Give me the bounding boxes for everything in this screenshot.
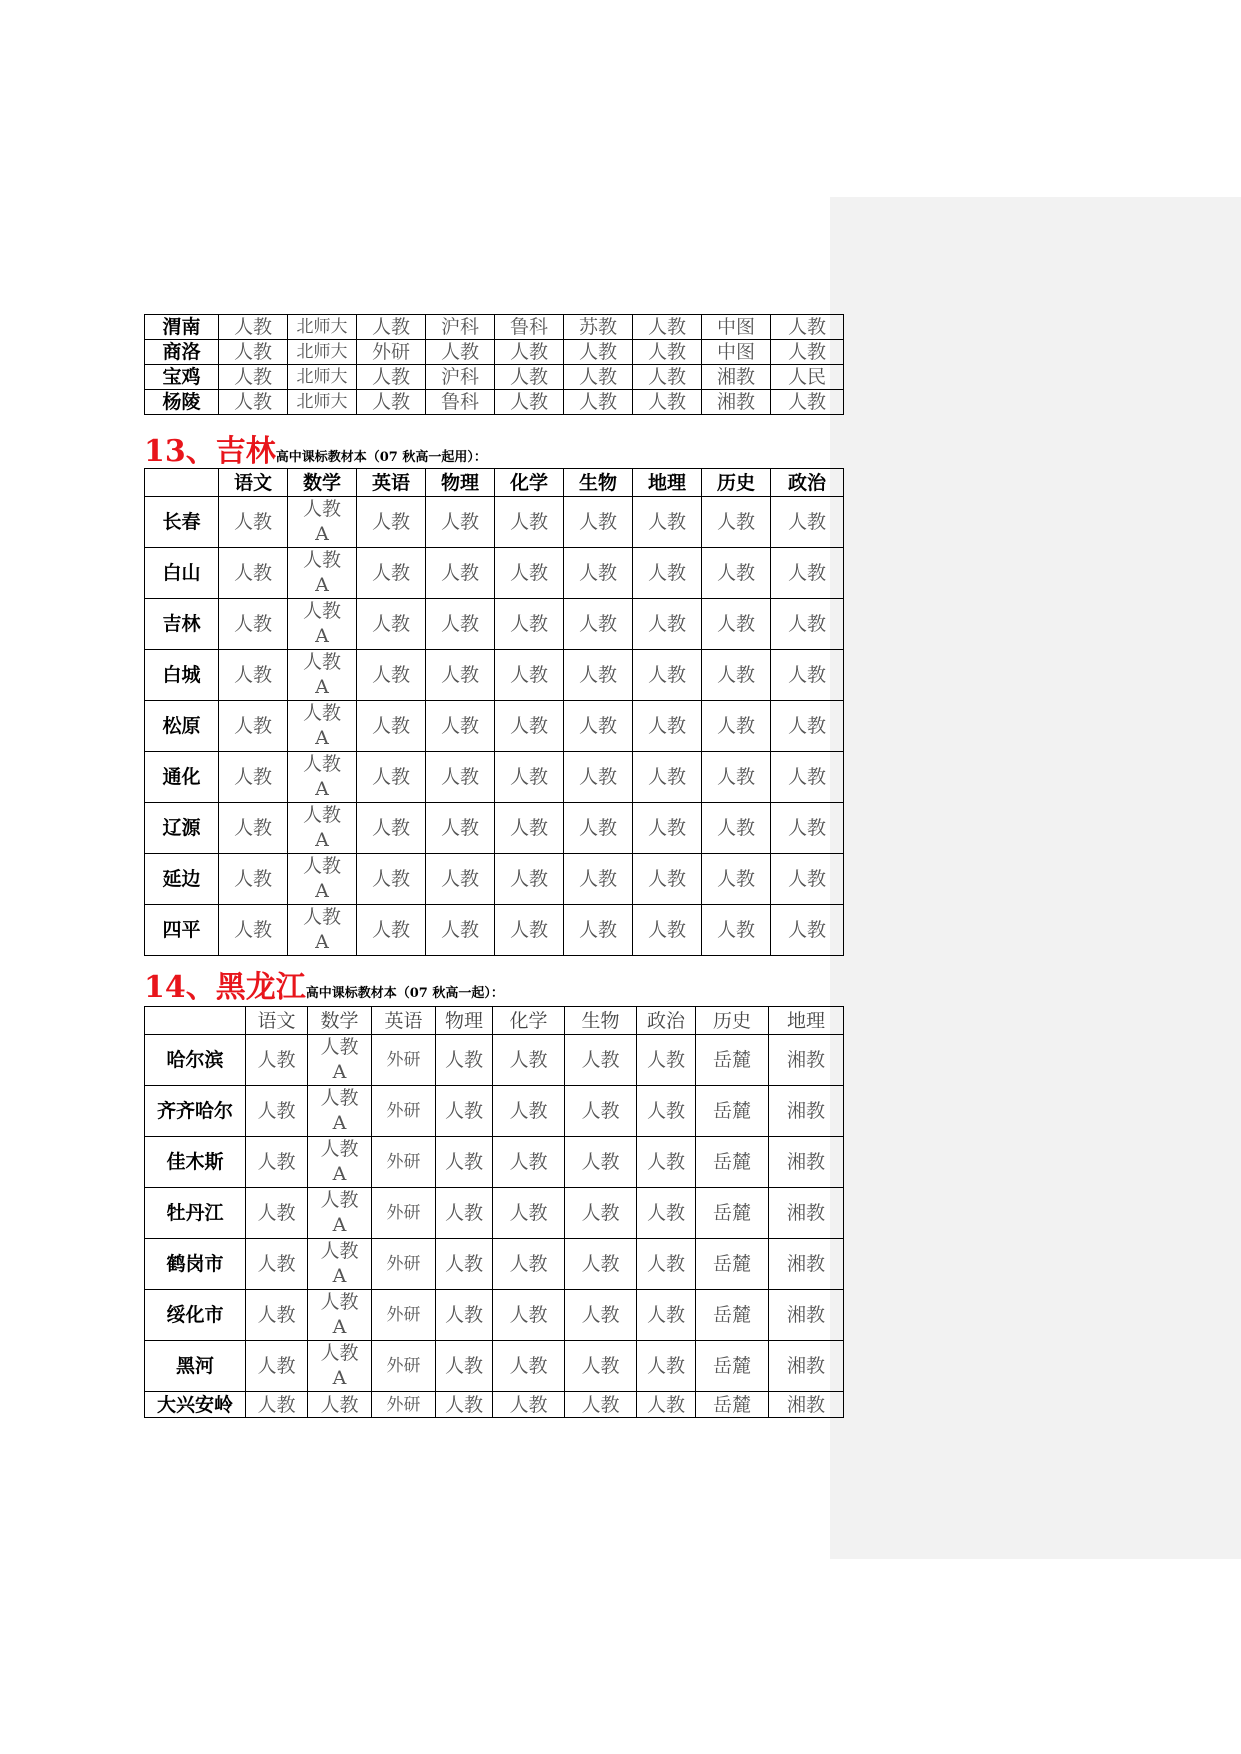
table-row xyxy=(145,1239,844,1290)
textbook-cell: 外研 xyxy=(372,1137,436,1188)
subject-header: 物理 xyxy=(436,1007,493,1035)
textbook-cell: 人教 xyxy=(702,548,771,599)
textbook-cell: 湘教 xyxy=(769,1341,844,1392)
textbook-cell: 人教 xyxy=(219,701,288,752)
textbook-cell: 人教 xyxy=(637,1137,696,1188)
textbook-cell xyxy=(308,1239,372,1290)
textbook-cell xyxy=(288,650,357,701)
city-cell: 辽源 xyxy=(145,803,219,854)
textbook-cell: 岳麓 xyxy=(696,1341,769,1392)
textbook-cell: 人教 xyxy=(357,803,426,854)
textbook-cell: 人教 xyxy=(436,1035,493,1086)
textbook-cell: 人教 xyxy=(637,1188,696,1239)
textbook-cell: 人教 xyxy=(426,905,495,956)
textbook-cell: 人教 xyxy=(702,701,771,752)
textbook-cell: 人教 xyxy=(633,548,702,599)
textbook-cell: 人教 xyxy=(426,650,495,701)
subject-header: 物理 xyxy=(426,469,495,497)
textbook-cell: 人教 xyxy=(493,1341,565,1392)
textbook-cell: 人教 xyxy=(219,315,288,340)
textbook-cell-part: A xyxy=(315,931,329,953)
textbook-cell-part: 人教 xyxy=(320,1291,359,1313)
textbook-cell: 外研 xyxy=(372,1239,436,1290)
subject-header: 地理 xyxy=(769,1007,844,1035)
textbook-cell-part: 人教 xyxy=(320,1240,359,1262)
city-cell: 松原 xyxy=(145,701,219,752)
textbook-cell: 人教 xyxy=(495,752,564,803)
city-cell: 鹤岗市 xyxy=(145,1239,246,1290)
textbook-cell: 人教 xyxy=(637,1239,696,1290)
subject-header: 语文 xyxy=(246,1007,308,1035)
textbook-cell xyxy=(288,752,357,803)
textbook-cell: 人教 xyxy=(436,1392,493,1418)
textbook-cell xyxy=(288,497,357,548)
textbook-cell: 人教 xyxy=(308,1392,372,1418)
textbook-cell-part: 人教 xyxy=(302,804,341,826)
comment-margin-panel xyxy=(830,197,1241,1559)
textbook-cell: 人教 xyxy=(565,1392,637,1418)
city-cell: 商洛 xyxy=(145,340,219,365)
textbook-cell xyxy=(288,599,357,650)
textbook-cell: 人教 xyxy=(633,599,702,650)
textbook-cell-part: A xyxy=(315,676,329,698)
textbook-cell: 人教 xyxy=(219,548,288,599)
corner-cell xyxy=(145,1007,246,1035)
textbook-cell: 人教 xyxy=(637,1392,696,1418)
subject-header: 政治 xyxy=(637,1007,696,1035)
textbook-cell: 人教 xyxy=(771,650,844,701)
textbook-cell: 岳麓 xyxy=(696,1188,769,1239)
textbook-cell: 岳麓 xyxy=(696,1137,769,1188)
textbook-cell: 人教 xyxy=(495,803,564,854)
textbook-cell-part: A xyxy=(332,1163,347,1185)
city-cell: 大兴安岭 xyxy=(145,1392,246,1418)
table-row xyxy=(145,1392,844,1418)
textbook-cell: 湘教 xyxy=(769,1086,844,1137)
textbook-cell: 人教 xyxy=(493,1035,565,1086)
textbook-cell-part: 人教 xyxy=(320,1036,359,1058)
textbook-cell: 人教 xyxy=(771,905,844,956)
textbook-cell: 人教 xyxy=(633,650,702,701)
textbook-cell: 中图 xyxy=(702,340,771,365)
textbook-cell: 湘教 xyxy=(702,390,771,415)
textbook-cell: 人教 xyxy=(357,315,426,340)
textbook-cell: 中图 xyxy=(702,315,771,340)
textbook-cell: 外研 xyxy=(372,1035,436,1086)
textbook-cell xyxy=(288,905,357,956)
table-row xyxy=(145,599,844,650)
textbook-cell: 人教 xyxy=(426,599,495,650)
textbook-cell-part: A xyxy=(332,1061,347,1083)
textbook-cell xyxy=(288,548,357,599)
textbook-cell: 人教 xyxy=(493,1392,565,1418)
textbook-cell xyxy=(288,701,357,752)
textbook-cell: 人教 xyxy=(495,701,564,752)
textbook-cell: 人教 xyxy=(565,1035,637,1086)
subject-header: 政治 xyxy=(771,469,844,497)
city-cell: 杨陵 xyxy=(145,390,219,415)
textbook-cell: 人教 xyxy=(771,599,844,650)
textbook-cell: 人教 xyxy=(495,650,564,701)
textbook-cell xyxy=(308,1086,372,1137)
city-cell: 延边 xyxy=(145,854,219,905)
section-title-heilongjiang xyxy=(144,962,504,1006)
city-cell: 牡丹江 xyxy=(145,1188,246,1239)
textbook-cell: 人教 xyxy=(219,340,288,365)
textbook-cell: 人教 xyxy=(633,701,702,752)
textbook-cell: 人教 xyxy=(436,1086,493,1137)
textbook-cell: 北师大 xyxy=(288,315,357,340)
city-cell: 白城 xyxy=(145,650,219,701)
textbook-cell xyxy=(308,1290,372,1341)
textbook-cell: 人教 xyxy=(564,599,633,650)
subject-header: 英语 xyxy=(372,1007,436,1035)
textbook-cell: 人教 xyxy=(702,854,771,905)
textbook-cell: 人教 xyxy=(493,1086,565,1137)
textbook-cell: 人教 xyxy=(493,1188,565,1239)
textbook-cell: 岳麓 xyxy=(696,1392,769,1418)
textbook-cell: 人教 xyxy=(771,854,844,905)
textbook-cell: 人教 xyxy=(219,365,288,390)
table-row xyxy=(145,390,844,415)
textbook-cell: 人教 xyxy=(564,854,633,905)
section-title-jilin xyxy=(144,426,487,470)
textbook-cell: 人教 xyxy=(702,497,771,548)
textbook-cell: 岳麓 xyxy=(696,1290,769,1341)
textbook-cell: 人教 xyxy=(702,650,771,701)
textbook-cell: 外研 xyxy=(372,1086,436,1137)
city-cell: 佳木斯 xyxy=(145,1137,246,1188)
province-name: 吉林 xyxy=(215,434,276,469)
textbook-cell-part: A xyxy=(332,1316,347,1338)
textbook-cell: 人民 xyxy=(771,365,844,390)
textbook-cell xyxy=(308,1188,372,1239)
textbook-cell: 人教 xyxy=(495,905,564,956)
textbook-cell-part: A xyxy=(315,880,329,902)
section-number: 13、 xyxy=(144,434,216,469)
textbook-cell-part: 人教 xyxy=(302,753,341,775)
subject-header: 地理 xyxy=(633,469,702,497)
city-cell: 长春 xyxy=(145,497,219,548)
textbook-cell-part: A xyxy=(315,625,329,647)
textbook-cell: 人教 xyxy=(426,803,495,854)
textbook-cell: 人教 xyxy=(219,650,288,701)
subject-header: 化学 xyxy=(495,469,564,497)
textbook-cell xyxy=(288,854,357,905)
textbook-cell: 人教 xyxy=(357,650,426,701)
textbook-cell: 北师大 xyxy=(288,390,357,415)
textbook-cell: 人教 xyxy=(495,548,564,599)
city-cell: 通化 xyxy=(145,752,219,803)
textbook-cell: 人教 xyxy=(564,752,633,803)
textbook-cell-part: 人教 xyxy=(320,1138,359,1160)
textbook-cell: 人教 xyxy=(771,701,844,752)
city-cell: 绥化市 xyxy=(145,1290,246,1341)
textbook-cell: 人教 xyxy=(436,1239,493,1290)
textbook-cell: 人教 xyxy=(357,548,426,599)
textbook-cell: 人教 xyxy=(357,390,426,415)
textbook-cell: 人教 xyxy=(633,854,702,905)
textbook-cell: 人教 xyxy=(771,340,844,365)
textbook-cell: 人教 xyxy=(246,1188,308,1239)
textbook-cell: 人教 xyxy=(565,1290,637,1341)
table-row xyxy=(145,1137,844,1188)
textbook-cell: 人教 xyxy=(219,497,288,548)
textbook-cell-part: 人教 xyxy=(302,855,341,877)
textbook-cell-part: A xyxy=(315,574,329,596)
textbook-cell: 人教 xyxy=(633,497,702,548)
textbook-cell: 人教 xyxy=(702,905,771,956)
textbook-cell: 人教 xyxy=(771,497,844,548)
subject-header: 化学 xyxy=(493,1007,565,1035)
subject-header: 生物 xyxy=(564,469,633,497)
textbook-cell: 人教 xyxy=(495,497,564,548)
textbook-cell-part: A xyxy=(332,1367,347,1389)
textbook-cell: 人教 xyxy=(219,854,288,905)
textbook-cell: 湘教 xyxy=(702,365,771,390)
textbook-cell: 湘教 xyxy=(769,1392,844,1418)
textbook-cell: 人教 xyxy=(495,854,564,905)
textbook-cell-part: 人教 xyxy=(302,600,341,622)
city-cell: 黑河 xyxy=(145,1341,246,1392)
textbook-cell-part: A xyxy=(315,727,329,749)
textbook-cell: 外研 xyxy=(372,1188,436,1239)
textbook-cell-part: A xyxy=(332,1214,347,1236)
table-row xyxy=(145,1188,844,1239)
table-row xyxy=(145,315,844,340)
textbook-cell: 人教 xyxy=(357,701,426,752)
textbook-cell-part: 人教 xyxy=(320,1342,359,1364)
textbook-cell xyxy=(308,1137,372,1188)
textbook-cell: 外研 xyxy=(372,1392,436,1418)
textbook-cell: 人教 xyxy=(246,1392,308,1418)
table-row xyxy=(145,650,844,701)
textbook-cell: 人教 xyxy=(219,752,288,803)
section-number: 14、 xyxy=(144,970,216,1005)
textbook-cell xyxy=(308,1035,372,1086)
heilongjiang-textbook-table xyxy=(144,1006,844,1418)
textbook-cell: 湘教 xyxy=(769,1188,844,1239)
subject-header: 生物 xyxy=(565,1007,637,1035)
textbook-cell: 人教 xyxy=(771,390,844,415)
table-row xyxy=(145,497,844,548)
textbook-cell: 人教 xyxy=(219,803,288,854)
textbook-cell: 人教 xyxy=(633,315,702,340)
textbook-cell: 人教 xyxy=(246,1137,308,1188)
subject-header: 历史 xyxy=(702,469,771,497)
textbook-cell: 人教 xyxy=(436,1341,493,1392)
textbook-cell-part: 人教 xyxy=(302,906,341,928)
textbook-cell: 人教 xyxy=(495,599,564,650)
textbook-cell: 人教 xyxy=(564,497,633,548)
textbook-cell-part: A xyxy=(332,1265,347,1287)
city-cell: 渭南 xyxy=(145,315,219,340)
textbook-cell: 沪科 xyxy=(426,315,495,340)
textbook-cell: 人教 xyxy=(565,1086,637,1137)
textbook-cell: 人教 xyxy=(565,1341,637,1392)
textbook-cell: 人教 xyxy=(564,701,633,752)
textbook-cell: 人教 xyxy=(702,752,771,803)
textbook-cell: 人教 xyxy=(219,599,288,650)
textbook-cell: 人教 xyxy=(246,1035,308,1086)
textbook-cell: 人教 xyxy=(565,1188,637,1239)
textbook-cell: 人教 xyxy=(426,497,495,548)
textbook-cell: 人教 xyxy=(357,905,426,956)
textbook-cell: 人教 xyxy=(637,1341,696,1392)
textbook-cell: 外研 xyxy=(357,340,426,365)
textbook-cell: 湘教 xyxy=(769,1035,844,1086)
textbook-cell-part: 人教 xyxy=(302,651,341,673)
textbook-cell xyxy=(308,1341,372,1392)
textbook-cell: 北师大 xyxy=(288,365,357,390)
textbook-cell: 人教 xyxy=(564,340,633,365)
textbook-cell: 人教 xyxy=(436,1290,493,1341)
textbook-cell: 人教 xyxy=(637,1290,696,1341)
textbook-cell: 人教 xyxy=(357,854,426,905)
textbook-cell: 苏教 xyxy=(564,315,633,340)
shaanxi-textbook-table xyxy=(144,314,844,415)
textbook-cell: 人教 xyxy=(633,803,702,854)
textbook-cell: 人教 xyxy=(426,548,495,599)
textbook-cell: 人教 xyxy=(633,365,702,390)
city-cell: 白山 xyxy=(145,548,219,599)
subject-header: 英语 xyxy=(357,469,426,497)
subject-header: 数学 xyxy=(288,469,357,497)
corner-cell xyxy=(145,469,219,497)
textbook-cell: 岳麓 xyxy=(696,1239,769,1290)
textbook-cell: 北师大 xyxy=(288,340,357,365)
table-row xyxy=(145,905,844,956)
textbook-cell-part: 人教 xyxy=(302,549,341,571)
textbook-cell: 人教 xyxy=(564,905,633,956)
textbook-cell: 岳麓 xyxy=(696,1035,769,1086)
table-row xyxy=(145,803,844,854)
textbook-cell: 人教 xyxy=(637,1086,696,1137)
textbook-cell: 人教 xyxy=(246,1239,308,1290)
table-row xyxy=(145,752,844,803)
city-cell: 齐齐哈尔 xyxy=(145,1086,246,1137)
textbook-cell: 人教 xyxy=(495,365,564,390)
city-cell: 宝鸡 xyxy=(145,365,219,390)
table-row xyxy=(145,1086,844,1137)
textbook-cell: 湘教 xyxy=(769,1137,844,1188)
textbook-cell: 湘教 xyxy=(769,1290,844,1341)
table-row xyxy=(145,340,844,365)
city-cell: 四平 xyxy=(145,905,219,956)
textbook-cell: 人教 xyxy=(426,340,495,365)
textbook-cell: 人教 xyxy=(564,548,633,599)
table-row xyxy=(145,1341,844,1392)
textbook-cell: 湘教 xyxy=(769,1239,844,1290)
textbook-cell: 鲁科 xyxy=(495,315,564,340)
textbook-cell: 人教 xyxy=(771,548,844,599)
textbook-cell: 人教 xyxy=(219,905,288,956)
textbook-cell: 人教 xyxy=(565,1239,637,1290)
textbook-cell-part: 人教 xyxy=(320,1087,359,1109)
textbook-cell: 人教 xyxy=(357,752,426,803)
province-name: 黑龙江 xyxy=(215,970,306,1005)
textbook-cell: 人教 xyxy=(771,803,844,854)
textbook-cell: 人教 xyxy=(702,803,771,854)
textbook-cell-part: 人教 xyxy=(302,498,341,520)
textbook-cell: 人教 xyxy=(495,340,564,365)
jilin-textbook-table xyxy=(144,468,844,956)
textbook-cell: 人教 xyxy=(426,701,495,752)
textbook-cell: 人教 xyxy=(564,390,633,415)
textbook-cell: 沪科 xyxy=(426,365,495,390)
textbook-cell: 人教 xyxy=(493,1239,565,1290)
textbook-cell-part: 人教 xyxy=(320,1189,359,1211)
textbook-cell: 人教 xyxy=(564,803,633,854)
textbook-cell: 人教 xyxy=(637,1035,696,1086)
textbook-cell-part: A xyxy=(315,778,329,800)
textbook-cell-part: A xyxy=(315,829,329,851)
textbook-cell: 人教 xyxy=(495,390,564,415)
textbook-cell: 人教 xyxy=(565,1137,637,1188)
textbook-cell-part: A xyxy=(332,1112,347,1134)
textbook-cell: 人教 xyxy=(426,752,495,803)
textbook-cell: 人教 xyxy=(771,315,844,340)
textbook-cell xyxy=(288,803,357,854)
textbook-cell: 人教 xyxy=(493,1290,565,1341)
textbook-cell: 人教 xyxy=(357,497,426,548)
textbook-cell-part: A xyxy=(315,523,329,545)
city-cell: 吉林 xyxy=(145,599,219,650)
textbook-cell: 外研 xyxy=(372,1341,436,1392)
textbook-cell: 外研 xyxy=(372,1290,436,1341)
section-subtitle: 高中课标教材本（07 秋高一起用）： xyxy=(275,450,487,465)
subject-header: 数学 xyxy=(308,1007,372,1035)
textbook-cell: 人教 xyxy=(246,1290,308,1341)
textbook-cell: 人教 xyxy=(633,390,702,415)
textbook-cell: 人教 xyxy=(357,599,426,650)
table-row xyxy=(145,1035,844,1086)
textbook-cell: 人教 xyxy=(246,1086,308,1137)
table-row xyxy=(145,854,844,905)
textbook-cell-part: 人教 xyxy=(302,702,341,724)
textbook-cell: 人教 xyxy=(633,752,702,803)
textbook-cell: 鲁科 xyxy=(426,390,495,415)
textbook-cell: 人教 xyxy=(246,1341,308,1392)
table-row xyxy=(145,365,844,390)
textbook-cell: 人教 xyxy=(702,599,771,650)
textbook-cell: 人教 xyxy=(771,752,844,803)
subject-header: 历史 xyxy=(696,1007,769,1035)
table-row xyxy=(145,1290,844,1341)
textbook-cell: 人教 xyxy=(493,1137,565,1188)
table-row xyxy=(145,701,844,752)
table-row xyxy=(145,548,844,599)
textbook-cell: 人教 xyxy=(357,365,426,390)
subject-header: 语文 xyxy=(219,469,288,497)
city-cell: 哈尔滨 xyxy=(145,1035,246,1086)
textbook-cell: 人教 xyxy=(436,1137,493,1188)
textbook-cell: 人教 xyxy=(633,340,702,365)
textbook-cell: 人教 xyxy=(436,1188,493,1239)
textbook-cell: 人教 xyxy=(633,905,702,956)
section-subtitle: 高中课标教材本（07 秋高一起）： xyxy=(305,986,504,1001)
textbook-cell: 人教 xyxy=(219,390,288,415)
textbook-cell: 岳麓 xyxy=(696,1086,769,1137)
textbook-cell: 人教 xyxy=(426,854,495,905)
textbook-cell: 人教 xyxy=(564,650,633,701)
textbook-cell: 人教 xyxy=(564,365,633,390)
